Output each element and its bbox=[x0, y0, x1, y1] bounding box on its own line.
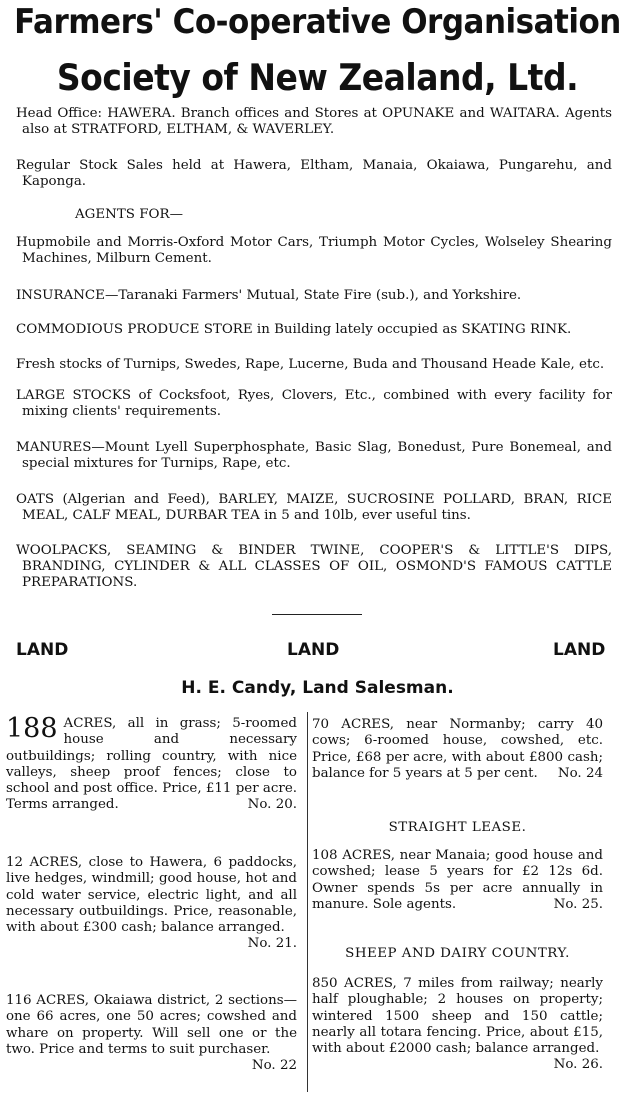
listing-number: No. 20. bbox=[247, 797, 297, 813]
society-title-line-2: Society of New Zealand, Ltd. bbox=[56, 56, 579, 99]
head-office-paragraph: Head Office: HAWERA. Branch offices and Stores at OPUNAKE and WAITARA. Agents also at STRATFORD, ELTHAM, & WAVERLEY. bbox=[16, 106, 612, 137]
woolpacks-paragraph: WOOLPACKS, SEAMING & BINDER TWINE, COOPER'S & LITTLE'S DIPS, BRANDING, CYLINDER & ALL CLASSES OF OIL, OSMOND'S FAMOUS CATTLE PREPARATIONS. bbox=[16, 543, 612, 590]
listing-number: No. 22 bbox=[251, 1058, 297, 1074]
sheep-dairy-heading: SHEEP AND DAIRY COUNTRY. bbox=[345, 946, 570, 961]
fresh-stocks-paragraph: Fresh stocks of Turnips, Swedes, Rape, Lucerne, Buda and Thousand Heade Kale, etc. bbox=[16, 357, 605, 372]
section-divider bbox=[272, 614, 362, 615]
listing-number: No. 21. bbox=[247, 936, 297, 952]
listing-number: No. 26. bbox=[553, 1057, 603, 1073]
insurance-paragraph: INSURANCE—Taranaki Farmers' Mutual, State Fire (sub.), and Yorkshire. bbox=[16, 288, 522, 303]
land-heading-center: LAND bbox=[287, 640, 340, 660]
listing-big-number: 188 bbox=[6, 713, 58, 744]
listing-12-acres bbox=[6, 855, 297, 953]
oats-paragraph: OATS (Algerian and Feed), BARLEY, MAIZE, SUCROSINE POLLARD, BRAN, RICE MEAL, CALF MEAL, DURBAR TEA in 5 and 10lb, ever useful tins. bbox=[16, 492, 612, 523]
large-stocks-paragraph: LARGE STOCKS of Cocksfoot, Ryes, Clovers, Etc., combined with every facility for mixing clients' requirements. bbox=[16, 388, 612, 419]
agents-for-heading: AGENTS FOR— bbox=[75, 207, 183, 222]
hupmobile-paragraph: Hupmobile and Morris-Oxford Motor Cars, Triumph Motor Cycles, Wolseley Shearing Machines, Milburn Cement. bbox=[16, 235, 612, 266]
listing-text: ACRES, all in grass; 5-roomed house and necessary outbuildings; rolling country, with nice valleys, sheep proof fences; close to school and post office. Price, £11 per acre. Terms arranged. bbox=[6, 716, 297, 813]
land-heading-left: LAND bbox=[16, 640, 69, 660]
listing-text: 108 ACRES, near Manaia; good house and cowshed; lease 5 years for £2 12s 6d. Owner spends 5s per acre annually in manure. Sole agents. bbox=[312, 848, 603, 912]
listing-text: 850 ACRES, 7 miles from railway; nearly half ploughable; 2 houses on property; wintered 1500 sheep and 150 cattle; nearly all totara fencing. Price, about £15, with about £2000 cash; balance arranged. bbox=[312, 976, 603, 1057]
society-title-line-1: Farmers' Co-operative Organisation bbox=[14, 2, 621, 42]
commodious-paragraph: COMMODIOUS PRODUCE STORE in Building lately occupied as SKATING RINK. bbox=[16, 322, 572, 337]
listing-70-acres bbox=[312, 717, 603, 782]
column-divider bbox=[307, 712, 308, 1092]
listing-number: No. 24 bbox=[557, 765, 603, 781]
listing-text: 12 ACRES, close to Hawera, 6 paddocks, live hedges, windmill; good house, hot and cold water service, electric light, and all necessary outbuildings. Price, reasonable, with about £300 cash; balance arranged. bbox=[6, 855, 297, 936]
manures-paragraph: MANURES—Mount Lyell Superphosphate, Basic Slag, Bonedust, Pure Bonemeal, and special mixtures for Turnips, Rape, etc. bbox=[16, 440, 612, 471]
listing-116-acres bbox=[6, 993, 297, 1074]
listing-850-acres bbox=[312, 976, 603, 1074]
stock-sales-paragraph: Regular Stock Sales held at Hawera, Eltham, Manaia, Okaiawa, Pungarehu, and Kaponga. bbox=[16, 158, 612, 189]
listing-188-acres bbox=[6, 713, 297, 814]
listing-text: 116 ACRES, Okaiawa district, 2 sections—one 66 acres, one 50 acres; cowshed and whare on property. Will sell one or the two. Price and terms to suit purchaser. bbox=[6, 993, 297, 1057]
listing-text: 70 ACRES, near Normanby; carry 40 cows; 6-roomed house, cowshed, etc. Price, £68 per acre, with about £800 cash; balance for 5 years at 5 per cent. bbox=[312, 717, 603, 781]
land-heading-right: LAND bbox=[553, 640, 606, 660]
listing-number: No. 25. bbox=[553, 896, 603, 912]
straight-lease-heading: STRAIGHT LEASE. bbox=[388, 820, 527, 835]
land-salesman-heading: H. E. Candy, Land Salesman. bbox=[181, 678, 454, 698]
listing-108-acres bbox=[312, 848, 603, 913]
